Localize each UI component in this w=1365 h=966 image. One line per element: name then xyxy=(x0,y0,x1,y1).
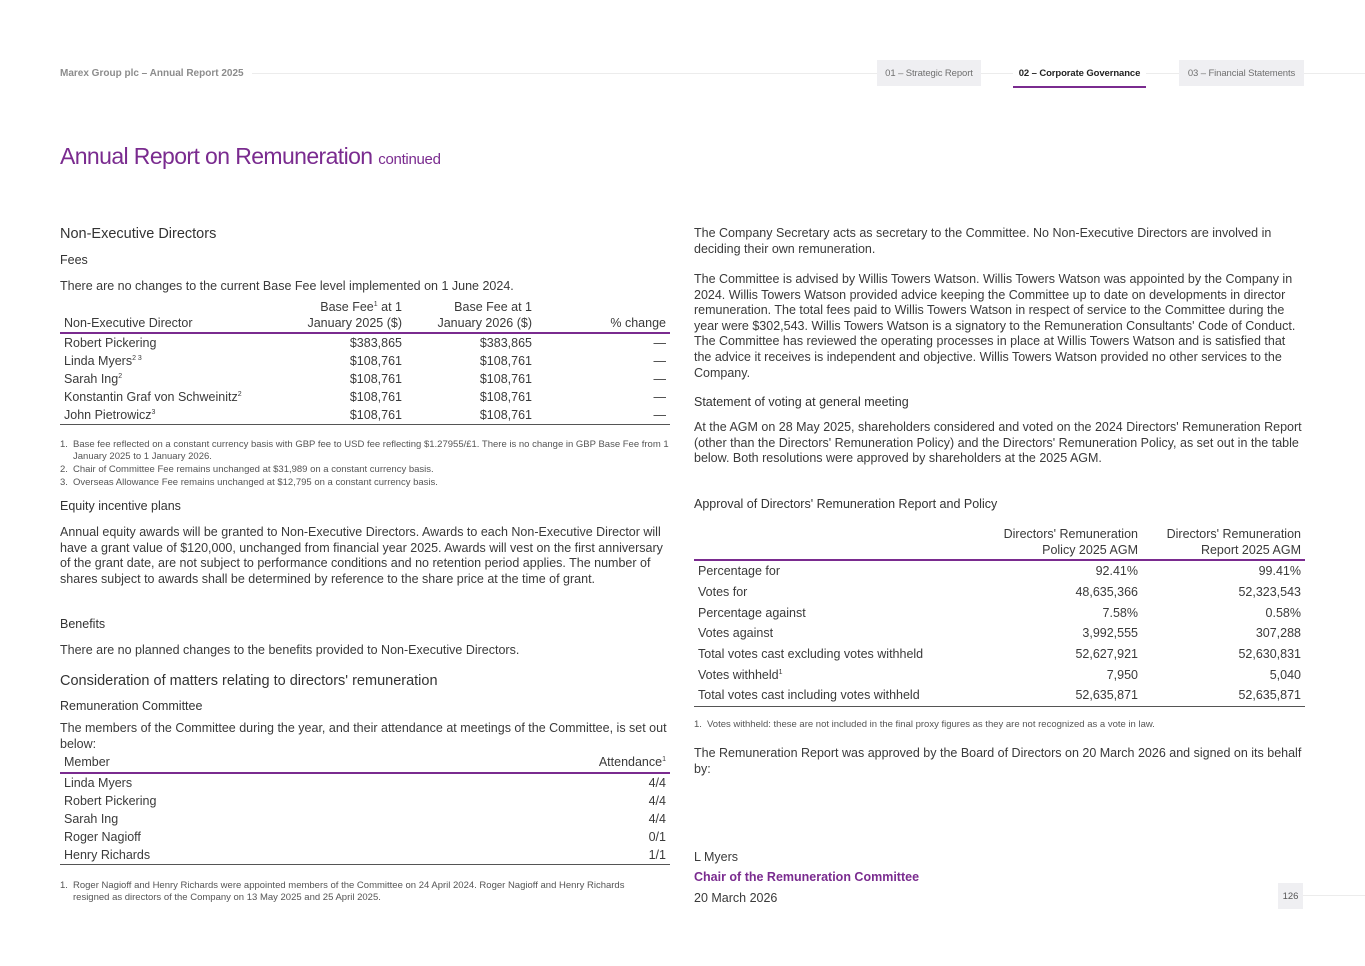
table-row: Henry Richards 1/1 xyxy=(60,846,670,865)
page-number: 126 xyxy=(1278,883,1303,909)
table-row: Robert Pickering 4/4 xyxy=(64,793,666,808)
signatory-name: L Myers xyxy=(694,850,738,864)
col-director: Non-Executive Director xyxy=(64,315,193,330)
table-row: Sarah Ing 4/4 xyxy=(64,811,666,826)
equity-heading: Equity incentive plans xyxy=(60,499,181,513)
footer-divider xyxy=(1303,895,1365,896)
footnote: 1. Base fee reflected on a constant currency basis with GBP fee to USD fee reflecting $1.27955/£1. There is no change in GBP Base Fee from 1 January 2025 to 1 January 2026. xyxy=(60,439,669,462)
table-row: John Pietrowicz$^3$ $108,761 $108,761 — xyxy=(60,406,670,425)
committee-text: The members of the Committee during the year, and their attendance at meetings of the Committee, is set out below: xyxy=(60,721,667,751)
fees-table xyxy=(60,300,670,425)
table-row: Linda Myers$^{2 3}$ $108,761 $108,761 — xyxy=(64,354,666,369)
col-policy: Directors' Remuneration Policy 2025 AGM xyxy=(1003,527,1138,557)
consideration-heading: Consideration of matters relating to directors' remuneration xyxy=(60,673,438,689)
table-header-row xyxy=(60,300,670,333)
table-row: Percentage against 7.58% 0.58% xyxy=(698,605,1301,620)
signatory-role: Chair of the Remuneration Committee xyxy=(694,870,920,884)
fees-intro: There are no changes to the current Base Fee level implemented on 1 June 2024. xyxy=(60,279,514,293)
col-fee-2026: Base Fee at 1 January 2026 ($) xyxy=(437,300,532,330)
footnote: 2. Chair of Committee Fee remains unchanged at $31,989 on a constant currency basis. xyxy=(60,463,434,475)
ned-heading: Non-Executive Directors xyxy=(60,226,217,242)
tab-corporate-governance[interactable]: 02 – Corporate Governance xyxy=(1013,60,1146,88)
approved-text: The Remuneration Report was approved by the Board of Directors on 20 March 2026 and signed on its behalf by: xyxy=(694,746,1302,776)
table-row: Konstantin Graf von Schweinitz$^2$ $108,761 $108,761 — xyxy=(64,390,666,405)
table-header-row xyxy=(60,755,670,773)
col-change: % change xyxy=(610,315,666,330)
table-row: Votes for 48,635,366 52,323,543 xyxy=(698,584,1301,599)
footnote: 1. Votes withheld: these are not included in the final proxy figures as they are not recognized as a vote in law. xyxy=(694,719,1155,730)
signatory-date: 20 March 2026 xyxy=(694,891,778,905)
benefits-heading: Benefits xyxy=(60,617,106,631)
benefits-text: There are no planned changes to the benefits provided to Non-Executive Directors. xyxy=(60,643,520,657)
attendance-table xyxy=(60,755,670,865)
fees-heading: Fees xyxy=(60,253,88,267)
page-title xyxy=(60,143,441,170)
votes-footnotes xyxy=(694,719,1306,732)
table-row: Percentage for 92.41% 99.41% xyxy=(698,564,1301,579)
footnote: 1. Roger Nagioff and Henry Richards were appointed members of the Committee on 24 April 2024. Roger Nagioff and Henry Richards resigned as directors of the Company on 13 May 2025 and 25 April 2025. xyxy=(60,880,625,903)
col-label xyxy=(694,527,979,560)
document-name: Marex Group plc – Annual Report 2025 xyxy=(60,68,244,79)
tab-financial-statements[interactable]: 03 – Financial Statements xyxy=(1179,60,1304,86)
table-row: Total votes cast including votes withheld 52,635,871 52,635,871 xyxy=(694,685,1305,706)
fees-footnotes xyxy=(60,439,670,490)
voting-text: At the AGM on 28 May 2025, shareholders considered and voted on the 2024 Directors' Remuneration Report (other than the Directors' Remuneration Policy) and the Directors' Remuneration Policy, as set out in the table below. Both resolutions were approved by shareholders at the 2025 AGM. xyxy=(694,420,1302,466)
tab-strategic-report[interactable]: 01 – Strategic Report xyxy=(877,60,981,86)
table-row: Votes against 3,992,555 307,288 xyxy=(698,626,1301,641)
col-attendance: Attendance$^1$ xyxy=(598,755,666,769)
committee-heading: Remuneration Committee xyxy=(60,699,203,713)
table-row: Robert Pickering $383,865 $383,865 — xyxy=(64,336,666,351)
page-title-main: Annual Report on Remuneration xyxy=(60,143,373,169)
equity-text: Annual equity awards will be granted to Non-Executive Directors. Awards to each Non-Executive Director will have a grant value of $120,000, unchanged from financial year 2025. Awards will vest on the first anniversary of the grant date, are not subject to performance conditions and no retention period applies. The number of shares subject to awards shall be determined by reference to the share price at the time of grant. xyxy=(60,525,663,586)
col-fee-2025: Base Fee$^1$ at 1 January 2025 ($) xyxy=(307,300,402,330)
table-row: Linda Myers 4/4 xyxy=(64,775,666,790)
table-row: Votes withheld$^1$ 7,950 5,040 xyxy=(698,667,1301,682)
table-row: Roger Nagioff 0/1 xyxy=(64,829,666,844)
secretary-text: The Company Secretary acts as secretary to the Committee. No Non-Executive Directors are involved in deciding their own remuneration. xyxy=(694,226,1272,256)
footnote: 3. Overseas Allowance Fee remains unchanged at $12,795 on a constant currency basis. xyxy=(60,476,438,488)
page-title-suffix: continued xyxy=(378,151,441,168)
table-header-row xyxy=(694,527,1305,560)
votes-table xyxy=(694,527,1305,707)
advisor-text: The Committee is advised by Willis Towers Watson. Willis Towers Watson was appointed by the Company in 2024. Willis Towers Watson provided advice keeping the Committee up to date on developments in director remuneration. The total fees paid to Willis Towers Watson in respect of service to the Committee during the year were $302,543. Willis Towers Watson is a signatory to the Remuneration Consultants' Code of Conduct. The Committee has reviewed the operating processes in place at Willis Towers Watson and is satisfied that the advice it receives is independent and objective. Willis Towers Watson provided no other services to the Company. xyxy=(694,272,1296,380)
voting-heading: Statement of voting at general meeting xyxy=(694,395,909,409)
table-row: Total votes cast excluding votes withheld 52,627,921 52,630,831 xyxy=(698,647,1301,661)
col-report: Directors' Remuneration Report 2025 AGM xyxy=(1166,527,1301,557)
attendance-footnotes xyxy=(60,880,650,905)
col-member: Member xyxy=(64,755,110,769)
approval-heading: Approval of Directors' Remuneration Report and Policy xyxy=(694,497,998,511)
table-row: Sarah Ing$^2$ $108,761 $108,761 — xyxy=(64,372,666,387)
